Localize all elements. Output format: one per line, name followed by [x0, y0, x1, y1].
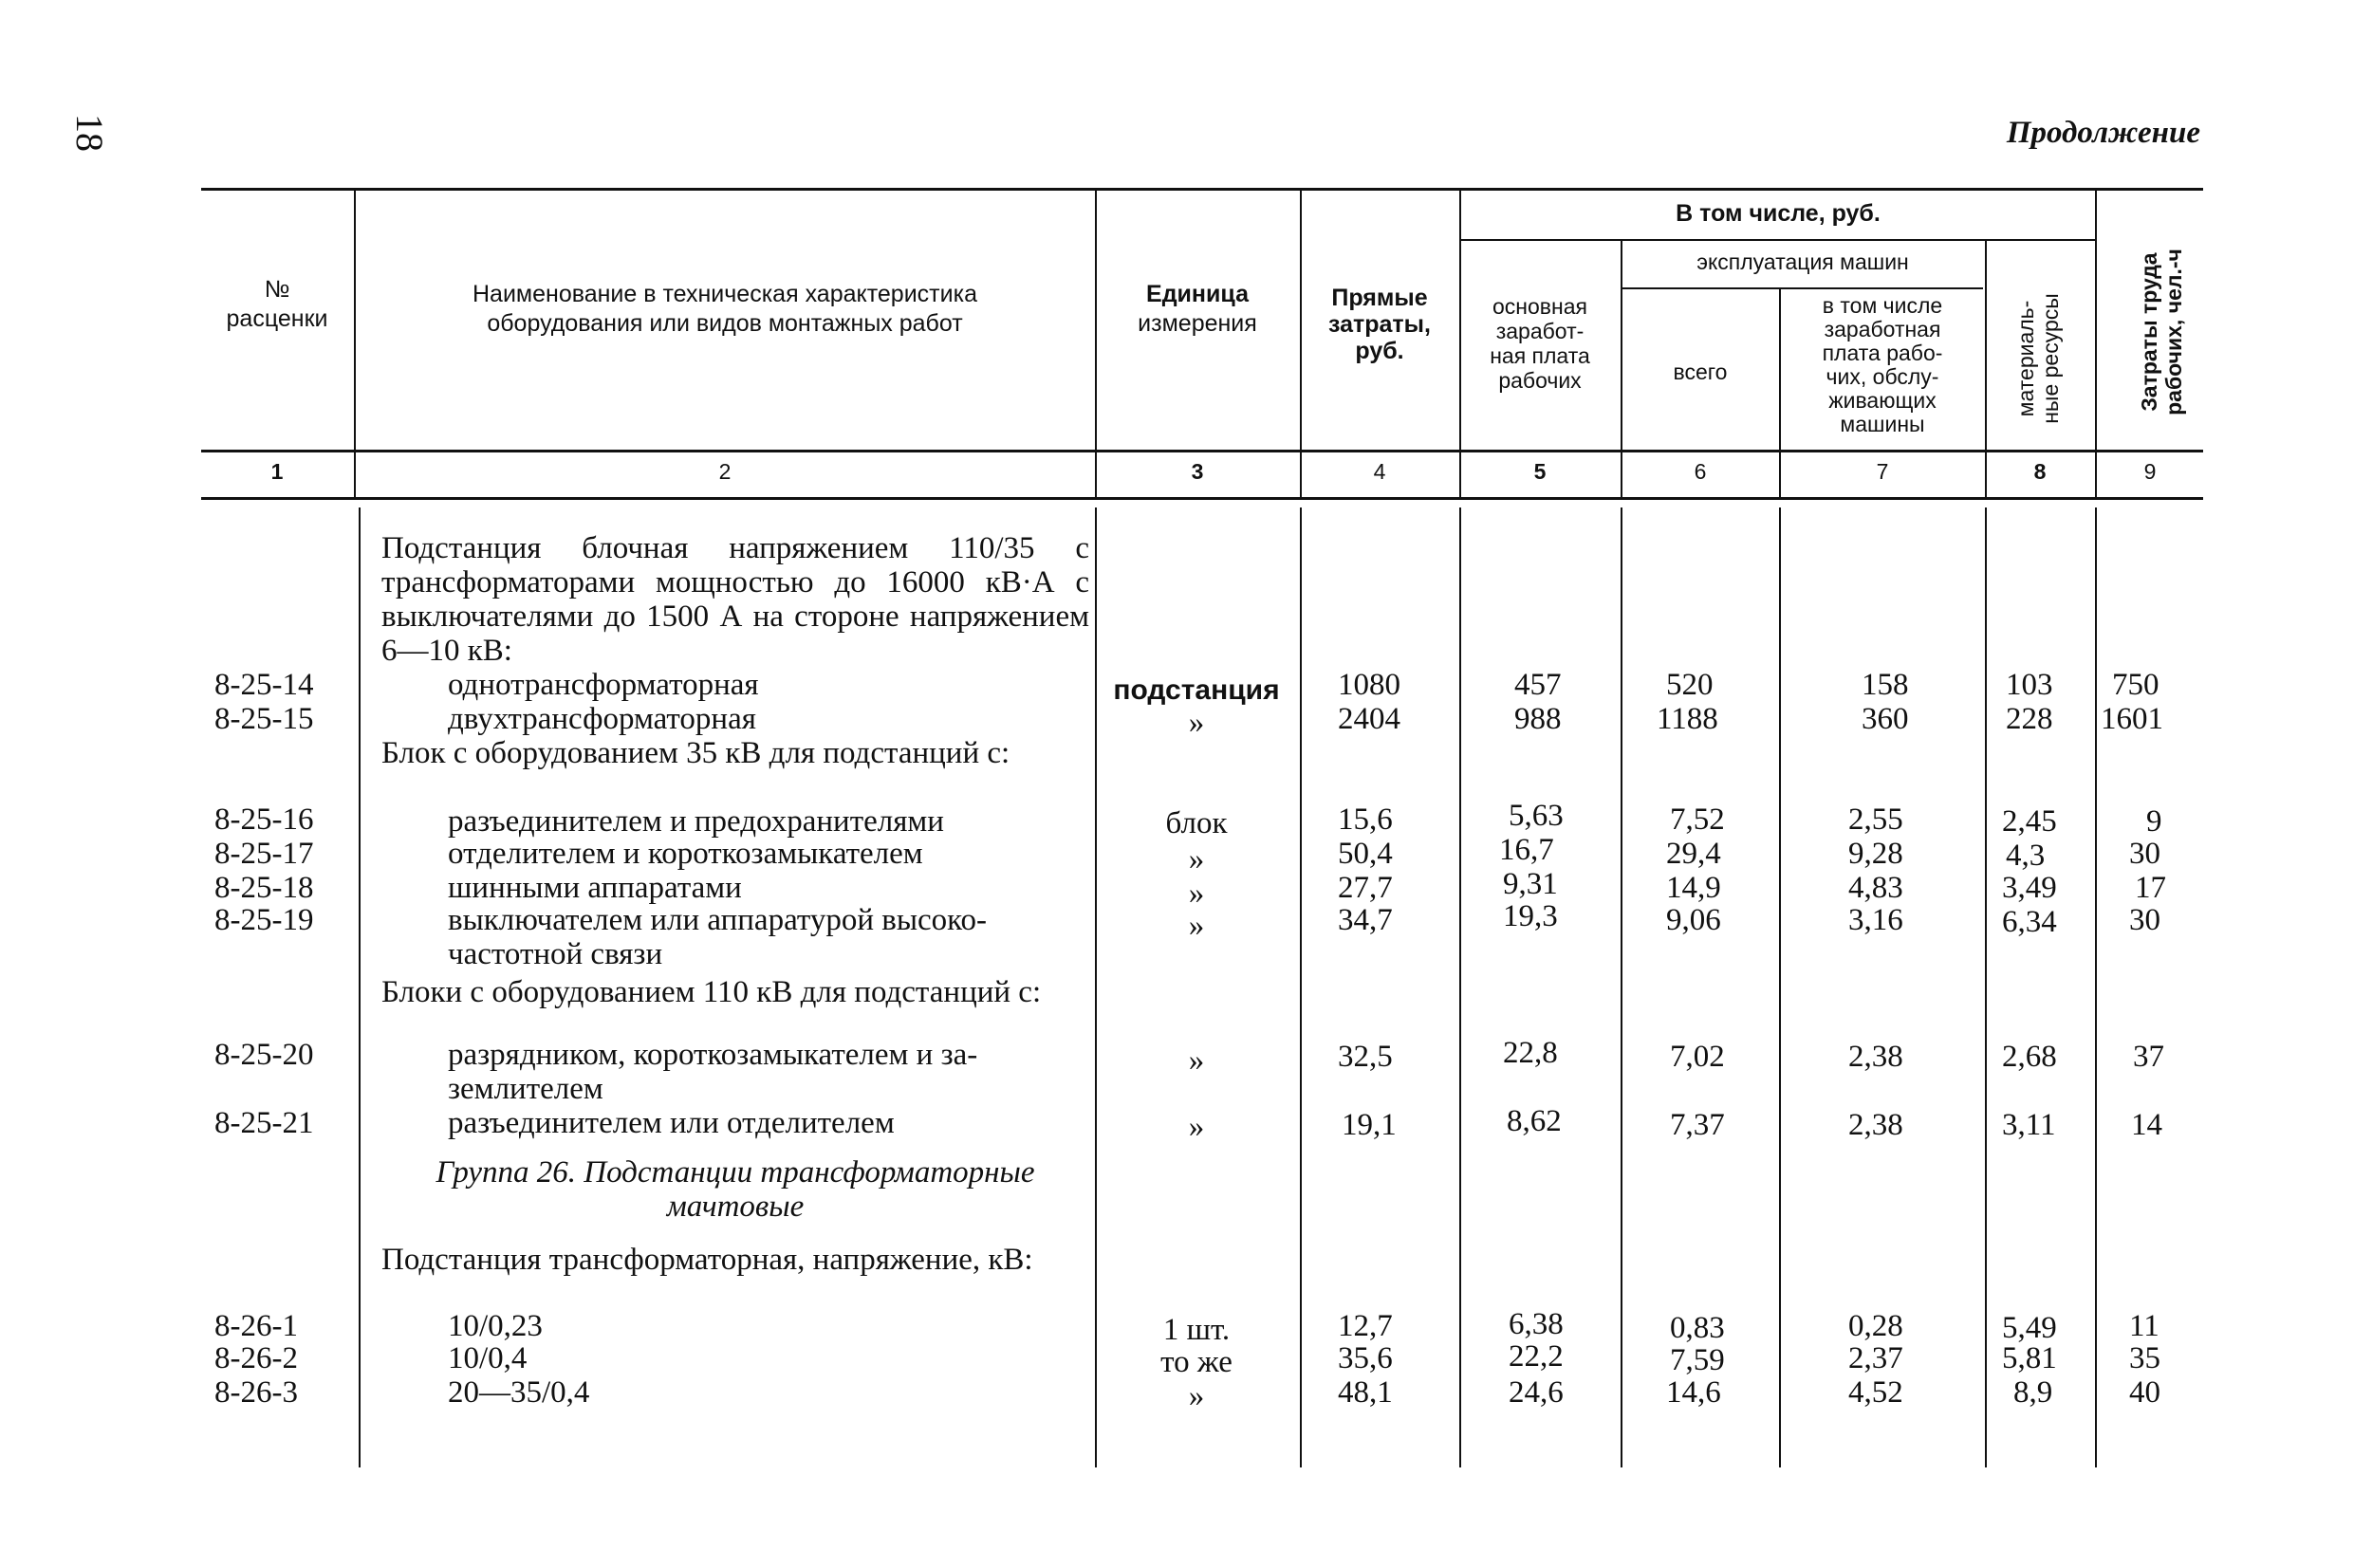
- colnum-7: 7: [1876, 459, 1889, 484]
- page-number: 18: [68, 114, 111, 152]
- row-name: разъединителем и предохранителями: [448, 804, 944, 839]
- body-divider-3: [1300, 507, 1302, 1467]
- row-c8: 2,68: [2002, 1040, 2057, 1074]
- body-divider-7: [1985, 507, 1987, 1467]
- colnum-5: 5: [1533, 459, 1547, 484]
- row-c4: 35,6: [1338, 1341, 1393, 1375]
- row-c4: 19,1: [1342, 1108, 1397, 1142]
- header-col5: основная заработ- ная плата рабочих: [1490, 294, 1590, 393]
- row-c9: 750: [2112, 668, 2159, 702]
- row-c6: 14,6: [1666, 1375, 1721, 1410]
- continued-label: Продолжение: [2006, 116, 2200, 150]
- row-unit: 1 шт.: [1162, 1313, 1231, 1347]
- row-c8: 6,34: [2002, 905, 2057, 939]
- row-c7: 360: [1862, 702, 1909, 736]
- row-code: 8-25-19: [214, 903, 314, 937]
- row-c7: 0,28: [1848, 1309, 1903, 1343]
- row-c9: 30: [2129, 837, 2160, 871]
- row-c9: 37: [2133, 1040, 2164, 1074]
- row-c8: 4,3: [2006, 839, 2046, 873]
- row-name: разрядником, короткозамыкателем и за-: [448, 1038, 978, 1072]
- row-c6: 29,4: [1666, 837, 1721, 871]
- row-c8: 103: [2006, 668, 2053, 702]
- row-c5: 457: [1514, 668, 1562, 702]
- row-c4: 50,4: [1338, 837, 1393, 871]
- row-code: 8-26-1: [214, 1309, 298, 1343]
- row-c9: 11: [2129, 1309, 2159, 1343]
- row-unit: »: [1188, 1043, 1205, 1078]
- row-code: 8-26-2: [214, 1341, 298, 1375]
- row-c6: 9,06: [1666, 903, 1721, 937]
- header-col3: Единица измерения: [1138, 281, 1257, 337]
- row-c6: 7,59: [1670, 1343, 1725, 1377]
- row-c7: 2,55: [1848, 802, 1903, 837]
- row-c9: 14: [2131, 1108, 2162, 1142]
- row-c5: 8,62: [1507, 1104, 1562, 1138]
- row-c8: 3,49: [2002, 871, 2057, 905]
- row-c9: 17: [2135, 871, 2166, 905]
- intro-block-35kv: Блок с оборудованием 35 кВ для подстанций с:: [381, 736, 1010, 770]
- row-code: 8-25-18: [214, 871, 314, 905]
- row-unit: »: [1188, 876, 1205, 911]
- body-divider-5: [1621, 507, 1622, 1467]
- body-divider-4: [1459, 507, 1461, 1467]
- header-col4: Прямые затраты, руб.: [1328, 285, 1431, 364]
- row-name: 10/0,4: [448, 1341, 528, 1375]
- row-unit: »: [1188, 706, 1205, 740]
- intro-transformer-substation: Подстанция трансформаторная, напряжение, кВ:: [381, 1243, 1033, 1277]
- row-c4: 48,1: [1338, 1375, 1393, 1410]
- row-c7: 4,83: [1848, 871, 1903, 905]
- row-c6: 0,83: [1670, 1311, 1725, 1345]
- row-c4: 27,7: [1338, 871, 1393, 905]
- row-c7: 2,38: [1848, 1040, 1903, 1074]
- colnum-9: 9: [2143, 459, 2157, 484]
- row-c8: 8,9: [2013, 1375, 2053, 1410]
- row-c5: 22,2: [1509, 1339, 1564, 1374]
- row-c6: 14,9: [1666, 871, 1721, 905]
- intro-substation-block: Подстанция блочная напряжением 110/35 с трансформаторами мощностью до 16000 кВ·А с выключателями до 1500 А на стороне напряжением 6—10 кВ:: [381, 531, 1089, 668]
- header-col7: в том числе заработная плата рабо- чих, обслу- живающих машины: [1822, 293, 1943, 436]
- col-divider-8: [2095, 190, 2097, 498]
- row-c8: 5,81: [2002, 1341, 2057, 1375]
- row-unit: »: [1188, 842, 1205, 876]
- table-top-rule: [201, 188, 2203, 191]
- row-c8: 5,49: [2002, 1311, 2057, 1345]
- row-name: выключателем или аппаратурой высоко-: [448, 903, 988, 937]
- colnum-4: 4: [1373, 459, 1386, 484]
- row-c4: 32,5: [1338, 1040, 1393, 1074]
- row-name-cont: частотной связи: [448, 937, 663, 971]
- colnum-6: 6: [1694, 459, 1707, 484]
- header-machines: эксплуатация машин: [1696, 249, 1909, 274]
- row-name: однотрансформаторная: [448, 668, 759, 702]
- row-c6: 1188: [1657, 702, 1718, 736]
- group-rule: [1461, 239, 2097, 241]
- row-name: разъединителем или отделителем: [448, 1106, 895, 1140]
- group-26-title: Группа 26. Подстанции трансформаторные мачтовые: [436, 1155, 1035, 1224]
- row-c4: 34,7: [1338, 903, 1393, 937]
- row-c6: 520: [1666, 668, 1714, 702]
- row-unit: »: [1188, 909, 1205, 943]
- row-c7: 2,37: [1848, 1341, 1903, 1375]
- row-c8: 228: [2006, 702, 2053, 736]
- header-col1: № расценки: [226, 276, 328, 332]
- row-c5: 6,38: [1509, 1307, 1564, 1341]
- colnum-bottom-rule: [201, 497, 2203, 500]
- row-c4: 1080: [1338, 668, 1400, 702]
- row-c7: 3,16: [1848, 903, 1903, 937]
- row-c9: 9: [2146, 804, 2162, 839]
- body-divider-8: [2095, 507, 2097, 1467]
- row-c5: 22,8: [1503, 1036, 1558, 1070]
- row-unit: »: [1188, 1379, 1205, 1413]
- row-code: 8-25-15: [214, 702, 314, 736]
- row-c9: 30: [2129, 903, 2160, 937]
- row-code: 8-25-20: [214, 1038, 314, 1072]
- row-c5: 988: [1514, 702, 1562, 736]
- row-c7: 158: [1862, 668, 1909, 702]
- body-divider-1: [359, 507, 361, 1467]
- row-c5: 16,7: [1499, 833, 1554, 867]
- row-c8: 2,45: [2002, 804, 2057, 839]
- colnum-3: 3: [1191, 459, 1204, 484]
- colnum-2: 2: [718, 459, 732, 484]
- header-col9: Затраты труда рабочих, чел.-ч: [2137, 249, 2186, 415]
- col-divider-2: [1095, 190, 1097, 498]
- row-c7: 9,28: [1848, 837, 1903, 871]
- row-c5: 9,31: [1503, 867, 1558, 901]
- intro-block-110kv: Блоки с оборудованием 110 кВ для подстанций с:: [381, 975, 1042, 1009]
- row-code: 8-25-16: [214, 802, 314, 837]
- header-group: В том числе, руб.: [1676, 200, 1881, 227]
- row-c5: 5,63: [1509, 799, 1564, 833]
- row-unit: блок: [1165, 806, 1228, 840]
- machines-rule: [1622, 287, 1983, 289]
- row-c7: 4,52: [1848, 1375, 1903, 1410]
- row-code: 8-25-17: [214, 837, 314, 871]
- colnum-8: 8: [2033, 459, 2047, 484]
- row-name: отделителем и короткозамыкателем: [448, 837, 923, 871]
- row-name: 10/0,23: [448, 1309, 543, 1343]
- row-unit: подстанция: [1113, 674, 1280, 706]
- row-name: шинными аппаратами: [448, 871, 742, 905]
- row-name: двухтрансформаторная: [448, 702, 756, 736]
- row-unit: то же: [1160, 1345, 1233, 1379]
- row-c6: 7,52: [1670, 802, 1725, 837]
- row-c6: 7,02: [1670, 1040, 1725, 1074]
- row-c5: 19,3: [1503, 899, 1558, 933]
- row-name-cont: землителем: [448, 1072, 603, 1106]
- row-c8: 3,11: [2002, 1108, 2056, 1142]
- row-c4: 12,7: [1338, 1309, 1393, 1343]
- row-c6: 7,37: [1670, 1108, 1725, 1142]
- row-name: 20—35/0,4: [448, 1375, 590, 1410]
- row-code: 8-26-3: [214, 1375, 298, 1410]
- col-divider-1: [354, 190, 356, 498]
- row-c4: 2404: [1338, 702, 1400, 736]
- header-col2: Наименование в техническая характеристика оборудования или видов монтажных работ: [473, 281, 977, 337]
- header-bottom-rule: [201, 450, 2203, 452]
- row-c9: 40: [2129, 1375, 2160, 1410]
- row-c9: 1601: [2101, 702, 2163, 736]
- row-c5: 24,6: [1509, 1375, 1564, 1410]
- header-col6: всего: [1673, 360, 1728, 384]
- row-c4: 15,6: [1338, 802, 1393, 837]
- row-code: 8-25-14: [214, 668, 314, 702]
- row-code: 8-25-21: [214, 1106, 314, 1140]
- header-col8: материаль- ные ресурсы: [2013, 293, 2063, 424]
- row-unit: »: [1188, 1110, 1205, 1144]
- row-c9: 35: [2129, 1341, 2160, 1375]
- body-divider-6: [1779, 507, 1781, 1467]
- colnum-1: 1: [270, 459, 284, 484]
- row-c7: 2,38: [1848, 1108, 1903, 1142]
